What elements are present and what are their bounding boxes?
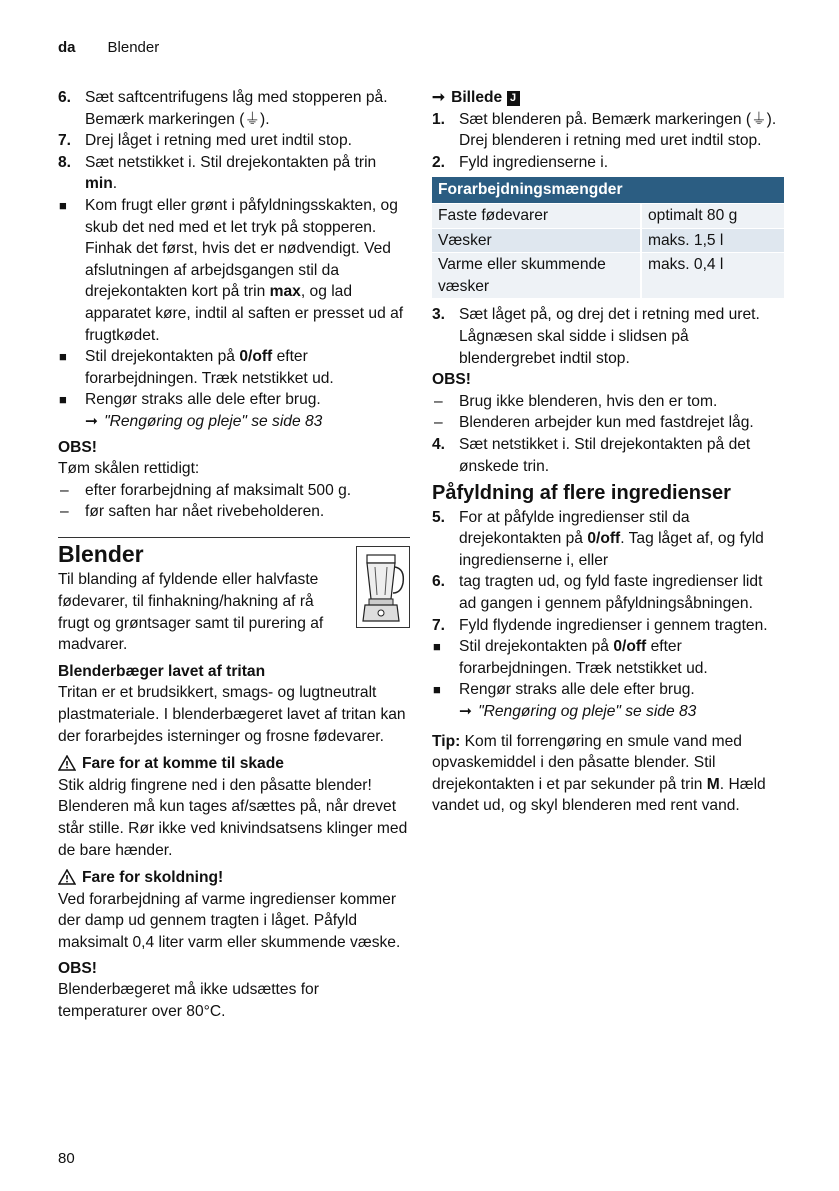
bullet-item: ■ Rengør straks alle dele efter brug. (58, 389, 410, 411)
notice-title: OBS! (58, 959, 97, 977)
bullet-item: ■ Kom frugt eller grønt i påfyldningsskakten, og skub det ned med et let tryk på stopperen. Finhak det først, hvis det er nødvendigt. Ved afslutningen af arbejdsgangen stil da drejekontakten kort på trin max, og lad apparatet køre, indtil al saften er presset ud af frugtkødet. (59, 196, 404, 344)
language-code: da (58, 39, 76, 56)
step-3: 3. Sæt låget på, og drej det i retning med uret. Lågnæsen skal sidde i slidsen på blendergrebet indtil stop. (432, 306, 760, 367)
step-6: 6. tag tragten ud, og fyld faste ingredienser lidt ad gangen i gennem påfyldningsåbningen. (432, 573, 763, 613)
subsection-title: Blenderbæger lavet af tritan (58, 662, 266, 680)
square-bullet-icon: ■ (433, 682, 441, 698)
square-bullet-icon: ■ (59, 392, 67, 408)
step-5: 5. For at påfylde ingredienser stil da drejekontakten på 0/off. Tag låget af, og fyld ingredienserne i, eller (432, 508, 764, 569)
running-header (58, 39, 159, 56)
step-7: 7. Drej låget i retning med uret indtil stop. (58, 132, 352, 150)
dash-item: – Blenderen arbejder kun med fastdrejet låg. (434, 414, 754, 432)
warning-text: Ved forarbejdning af varme ingredienser kommer der damp ud gennem tragten i låget. Påfyld maksimalt 0,4 liter varm eller skummende væske. (58, 890, 401, 951)
square-bullet-icon: ■ (59, 349, 67, 365)
warning-title: Fare for at komme til skade (58, 753, 410, 775)
warning-triangle-icon (58, 755, 76, 771)
page-number: 80 (58, 1150, 75, 1167)
blender-icon (357, 547, 409, 627)
step-2: 2. Fyld ingredienserne i. (432, 153, 609, 171)
header-title: Blender (107, 39, 160, 56)
cross-reference-link[interactable]: ➞ "Rengøring og pleje" se side 83 (459, 703, 697, 721)
step-6: 6. Sæt saftcentrifugens låg med stopperen på. Bemærk markeringen (⏚). (58, 89, 388, 128)
notice-text: Tøm skålen rettidigt: (58, 460, 200, 478)
subsection-text: Tritan er et brudsikkert, smags- og lugtneutralt plastmateriale. I blenderbægeret lavet af tritan kan der forarbejdes isterninger og frosne fødevarer. (58, 684, 406, 745)
dash-item: – efter forarbejdning af maksimalt 500 g. (60, 481, 352, 499)
table-row: Faste fødevarer optimalt 80 g (432, 203, 784, 228)
notice-title: OBS! (432, 371, 471, 389)
bullet-item: ■ Stil drejekontakten på 0/off efter forarbejdningen. Træk netstikket ud. (59, 348, 334, 387)
cross-reference-link[interactable]: ➞ "Rengøring og pleje" se side 83 (85, 412, 323, 430)
section-title: Påfyldning af flere ingredienser (432, 482, 731, 505)
notice-title: OBS! (58, 438, 97, 456)
warning-title: Fare for skoldning! (58, 867, 410, 889)
section-intro: Til blanding af fyldende eller halvfaste fødevarer, til finhakning/hakning af rå frugt og grøntsager samt til purering af madvarer. (58, 571, 324, 654)
section-divider (58, 537, 410, 538)
right-column (432, 87, 784, 817)
arrow-right-icon: ➞ (459, 703, 473, 721)
bullet-item: ■ Stil drejekontakten på 0/off efter forarbejdningen. Træk netstikket ud. (433, 638, 708, 677)
quantities-table (432, 177, 784, 298)
tip-paragraph: Tip: Kom til forrengøring en smule vand med opvaskemiddel i den påsatte blender. Stil drejekontakten i et par sekunder på trin M. Hæld vandet ud, og skyl blenderen med rent vand. (432, 732, 766, 815)
step-4: 4. Sæt netstikket i. Stil drejekontakten på det ønskede trin. (432, 435, 751, 475)
warning-text: Stik aldrig fingrene ned i den påsatte blender! Blenderen må kun tages af/sættes på, når drevet står stille. Rør ikke ved knivindsatsens klinger med de bare hænder. (58, 776, 408, 859)
arrow-right-icon: ➞ (432, 89, 446, 106)
arrow-right-icon: ➞ (85, 412, 99, 430)
step-7: 7. Fyld flydende ingredienser i gennem tragten. (432, 616, 768, 634)
dash-item: – før saften har nået rivebeholderen. (60, 503, 325, 521)
bullet-item: ■ Rengør straks alle dele efter brug. (432, 679, 784, 701)
dash-item: – Brug ikke blenderen, hvis den er tom. (434, 392, 718, 410)
section-title: Blender (58, 540, 144, 567)
notice-text: Blenderbægeret må ikke udsættes for temperaturer over 80°C. (58, 981, 319, 1020)
step-8: 8. Sæt netstikket i. Stil drejekontakten på trin min. (58, 153, 377, 193)
table-row: Varme eller skummende væsker maks. 0,4 l (432, 253, 784, 299)
step-1: 1. Sæt blenderen på. Bemærk markeringen (⏚). Drej blenderen i retning med uret indtil stop. (432, 110, 777, 150)
square-bullet-icon: ■ (59, 197, 67, 213)
blender-illustration (356, 546, 410, 628)
table-header: Forarbejdningsmængder (432, 177, 784, 203)
table-row: Væsker maks. 1,5 l (432, 228, 784, 253)
figure-reference[interactable]: ➞ Billede J (432, 87, 784, 109)
square-bullet-icon: ■ (433, 639, 441, 655)
warning-triangle-icon (58, 869, 76, 885)
figure-letter: J (507, 91, 520, 106)
left-column (58, 87, 410, 1022)
